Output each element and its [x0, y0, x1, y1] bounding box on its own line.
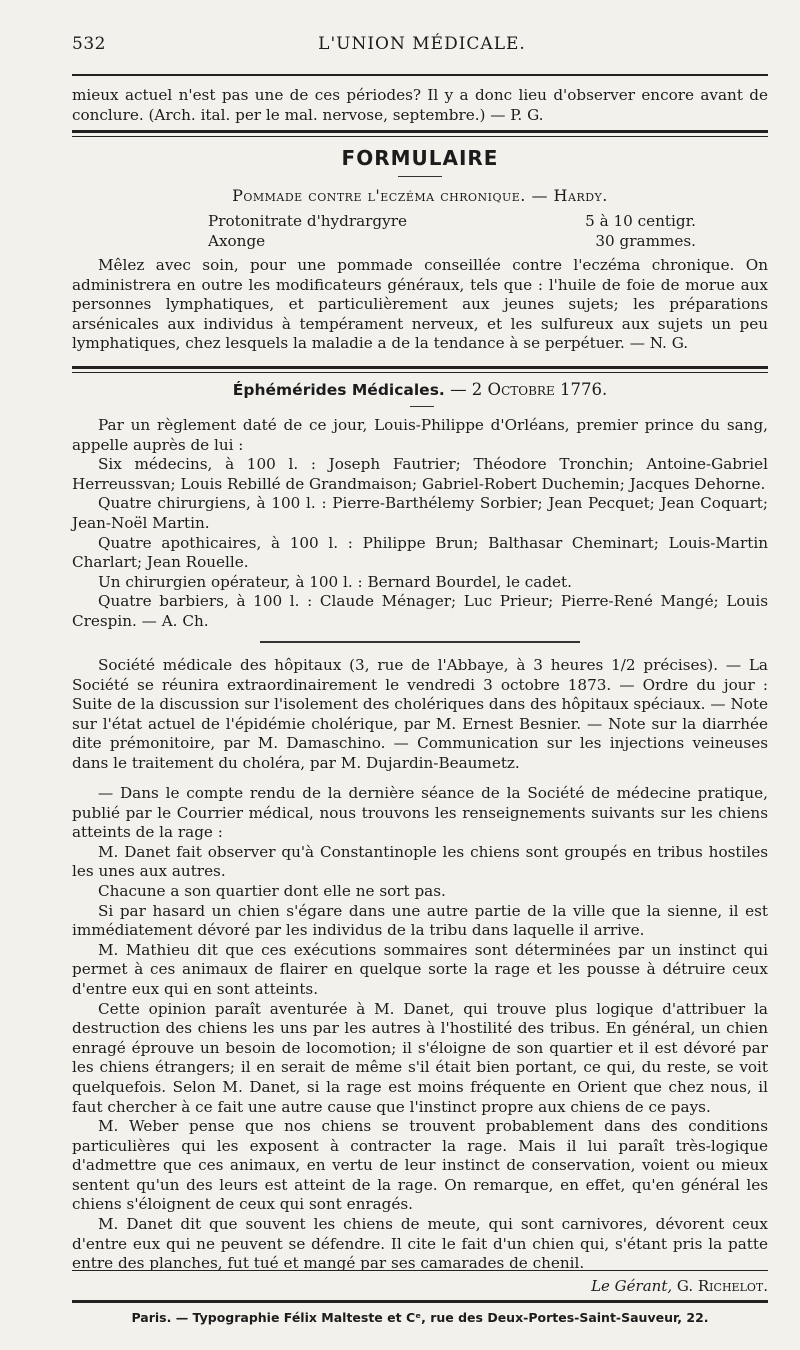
imprint-line: Paris. — Typographie Félix Malteste et Cᵉ, rue des Deux-Portes-Saint-Sauveur, 22. [131, 1310, 709, 1325]
ingredient-name: Axonge [208, 232, 266, 250]
page-header [72, 34, 772, 62]
ephemerides-paragraph: Par un règlement daté de ce jour, Louis-Philippe d'Orléans, premier prince du sang, appelle auprès de lui : [72, 416, 768, 454]
ephemerides-paragraph: Quatre barbiers, à 100 l. : Claude Ménager; Luc Prieur; Pierre-René Mangé; Louis Crespin. — A. Ch. [72, 592, 768, 630]
rage-paragraph: M. Danet fait observer qu'à Constantinople les chiens sont groupés en tribus hostiles les unes aux autres. [72, 842, 768, 881]
societe-text: Société médicale des hôpitaux (3, rue de l'Abbaye, à 3 heures 1/2 précises). — La Société se réunira extraordinairement le vendredi 3 octobre 1873. — Ordre du jour : Suite de la discussion sur l'isolement des cholériques dans des hôpitaux spéciaux. — Note sur l'état actuel de l'épidémie cholérique, par M. Ernest Besnier. — Note sur la diarrhée dite prémonitoire, par M. Damaschino. — Communication sur les injections veineuses dans le traitement du choléra, par M. Dujardin-Beaumetz. [72, 656, 768, 772]
formulaire-text: Mêlez avec soin, pour une pommade conseillée contre l'eczéma chronique. On administrera en outre les modificateurs généraux, tels que : l'huile de foie de morue aux personnes lymphatiques, et particulièrement aux jeunes sujets; les préparations arsénicales aux individus à tempérament nerveux, et les sulfureux aux sujets un peu lymphatiques, chez lesquels la maladie a de la tendance à se perpétuer. — N. G. [72, 256, 768, 353]
ephemerides-paragraph: Quatre chirurgiens, à 100 l. : Pierre-Barthélemy Sorbier; Jean Pecquet; Jean Coquart; Jean-Noël Martin. [72, 494, 768, 532]
formulaire-title: FORMULAIRE [341, 146, 499, 170]
rage-paragraph: M. Weber pense que nos chiens se trouvent probablement dans des conditions particulières qui les exposent à contracter la rage. Mais il lui paraît très-logique d'admettre que ces animaux, en vertu de leur instinct de conservation, voient ou mieux sentent qu'un des leurs est atteint de la rage. On remarque, en effet, qu'en général les chiens s'éloignent de ceux qui sont enragés. [72, 1117, 768, 1214]
societe-paragraph [72, 656, 768, 774]
footer-rule-top [72, 1270, 768, 1271]
rage-paragraph: — Dans le compte rendu de la dernière séance de la Société de médecine pratique, publié par le Courrier médical, nous trouvons les renseignements suivants sur les chiens atteints de la rage : [72, 784, 768, 842]
separator-rule [260, 641, 580, 643]
ephemerides-paragraph: Quatre apothicaires, à 100 l. : Philippe Brun; Balthasar Cheminart; Louis-Martin Charlart; Jean Rouelle. [72, 533, 768, 572]
ingredient-qty: 30 grammes. [595, 232, 696, 250]
ephemerides-title-underline [410, 406, 434, 407]
ingredient-name: Protonitrate d'hydrargyre [208, 212, 407, 230]
ephemerides-paragraph: Six médecins, à 100 l. : Joseph Fautrier; Théodore Tronchin; Antoine-Gabriel Herreussvan; Louis Rebillé de Grandmaison; Gabriel-Robert Duchemin; Jacques Dehorne. [72, 455, 768, 493]
ephemerides-heading: Éphémérides Médicales. [232, 381, 445, 399]
formulaire-paragraph [72, 256, 768, 354]
rage-paragraph: Cette opinion paraît aventurée à M. Danet, qui trouve plus logique d'attribuer la destruction des chiens les uns par les autres à l'hostilité des tribus. En général, un chien enragé éprouve un besoin de locomotion; il s'éloigne de son quartier et il est dévoré par les chiens étrangers; il en serait de même s'il était bien portant, ce qui, du reste, se voit quelquefois. Selon M. Danet, si la rage est moins fréquente en Orient que chez nous, il faut chercher à ce fait une autre cause que l'instinct propre aux chiens de ce pays. [72, 999, 768, 1116]
section-rule-eph [72, 366, 768, 369]
rage-paragraph: M. Mathieu dit que ces exécutions sommaires sont déterminées par un instinct qui permet à ces animaux de flairer en quelque sorte la rage et les pousse à détruire ceux d'entre eux qui en sont atteints. [72, 940, 768, 998]
ephemerides-paragraph: Un chirurgien opérateur, à 100 l. : Bernard Bourdel, le cadet. [98, 572, 572, 591]
section-rule-top [72, 130, 768, 133]
rage-article [72, 784, 768, 1274]
page-number: 532 [72, 34, 106, 54]
ephemerides-date: — 2 Octobre 1776. [450, 380, 608, 399]
header-rule [72, 74, 768, 76]
section-rule-eph-thin [72, 372, 768, 373]
intro-text: mieux actuel n'est pas une de ces périodes? Il y a donc lieu d'observer encore avant de conclure. (Arch. ital. per le mal. nervose, septembre.) — P. G. [72, 86, 768, 124]
intro-paragraph [72, 86, 768, 125]
gerant-name: G. Richelot. [676, 1277, 768, 1295]
footer-rule [72, 1300, 768, 1303]
ephemerides-body [72, 416, 768, 632]
rage-paragraph: Chacune a son quartier dont elle ne sort pas. [98, 881, 446, 900]
formulaire-title-underline [398, 176, 442, 177]
journal-title: L'UNION MÉDICALE. [318, 34, 526, 54]
ephemerides-title [72, 380, 768, 399]
recipe-title: Pommade contre l'eczéma chronique. — Hardy. [232, 186, 608, 205]
rage-paragraph: Si par hasard un chien s'égare dans une autre partie de la ville que la sienne, il est immédiatement dévoré par les individus de la tribu dans laquelle il arrive. [72, 901, 768, 940]
section-rule-top-thin [72, 136, 768, 137]
gerant-signature [591, 1277, 768, 1295]
ingredient-qty: 5 à 10 centigr. [585, 212, 696, 230]
gerant-label: Le Gérant, [591, 1277, 673, 1295]
rage-paragraph: M. Danet dit que souvent les chiens de meute, qui sont carnivores, dévorent ceux d'entre eux qui ne peuvent se défendre. Il cite le fait d'un chien qui, s'étant pris la patte entre des planches, fut tué et mangé par ses camarades de chenil. [72, 1215, 768, 1273]
